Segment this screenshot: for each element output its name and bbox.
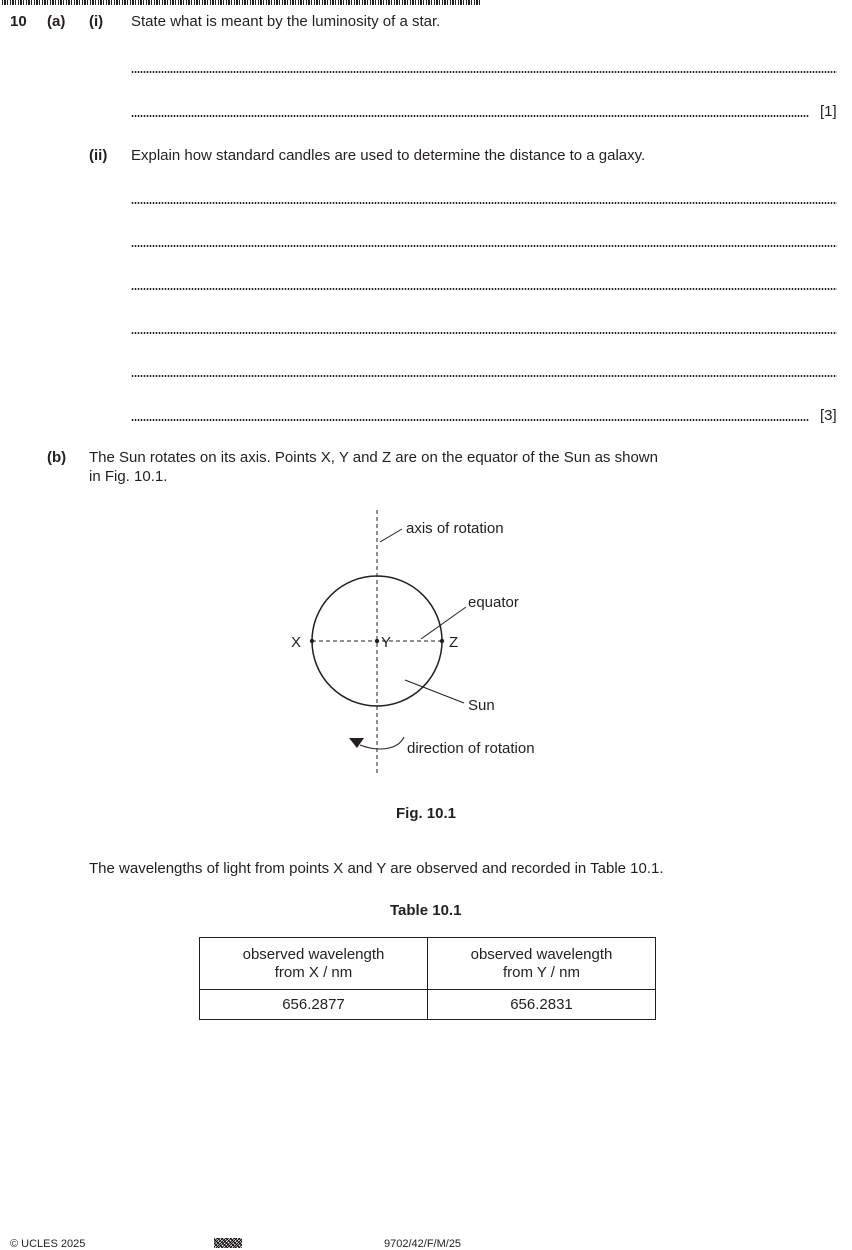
point-x-label: X bbox=[291, 634, 302, 651]
sun-leader bbox=[405, 680, 464, 703]
point-y-label: Y bbox=[381, 634, 392, 651]
part-b-label: (b) bbox=[47, 449, 67, 466]
part-a-i-label: (i) bbox=[89, 13, 104, 30]
part-a-ii-label: (ii) bbox=[89, 147, 108, 164]
axis-label: axis of rotation bbox=[406, 520, 504, 537]
equator-label: equator bbox=[468, 594, 519, 611]
direction-label: direction of rotation bbox=[407, 740, 535, 757]
mark-allocation: [1] bbox=[820, 103, 837, 120]
point-z-dot bbox=[440, 639, 444, 643]
rotation-arrow-arc bbox=[360, 737, 404, 749]
point-z-label: Z bbox=[449, 634, 459, 651]
table-intro: The wavelengths of light from points X and Y are observed and recorded in Table 10.1. bbox=[89, 860, 664, 877]
point-x-dot bbox=[310, 639, 314, 643]
table-cell: 656.2877 bbox=[200, 990, 428, 1020]
footer-copyright: © UCLES 2025 bbox=[10, 1238, 86, 1250]
figure-caption: Fig. 10.1 bbox=[395, 805, 457, 822]
part-b-text-line2: in Fig. 10.1. bbox=[89, 468, 168, 485]
table-cell: 656.2831 bbox=[428, 990, 656, 1020]
qr-code bbox=[214, 1238, 242, 1248]
table-header-row bbox=[200, 938, 656, 990]
table-header-cell: observed wavelength from X / nm bbox=[200, 938, 428, 990]
part-a-i-text: State what is meant by the luminosity of a star. bbox=[131, 13, 441, 30]
table-caption: Table 10.1 bbox=[390, 902, 462, 919]
footer-code: 9702/42/F/M/25 bbox=[384, 1238, 462, 1250]
axis-leader bbox=[380, 529, 402, 542]
point-y-dot bbox=[375, 639, 379, 643]
table-header-cell: observed wavelength from Y / nm bbox=[428, 938, 656, 990]
mark-allocation: [3] bbox=[820, 407, 837, 424]
equator-leader bbox=[421, 607, 466, 639]
part-b-text-line1: The Sun rotates on its axis. Points X, Y and Z are on the equator of the Sun as shown bbox=[89, 449, 658, 466]
rotation-arrowhead bbox=[349, 738, 364, 748]
part-a-ii-text: Explain how standard candles are used to determine the distance to a galaxy. bbox=[131, 147, 646, 164]
wavelength-table bbox=[199, 937, 656, 1020]
sun-label: Sun bbox=[468, 697, 495, 714]
part-a-label: (a) bbox=[47, 13, 66, 30]
question-number: 10 bbox=[10, 13, 27, 30]
table-row bbox=[200, 990, 656, 1020]
